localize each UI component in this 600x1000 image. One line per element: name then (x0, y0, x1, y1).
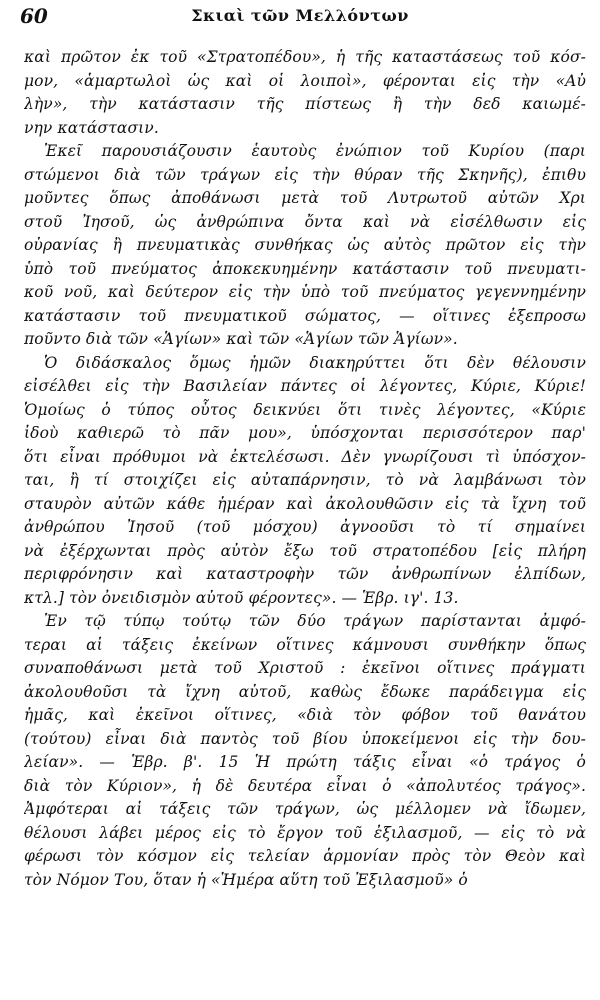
text-line: ὅτι εἶναι πρόθυμοι νὰ ἐκτελέσωσι. Δὲν γνωρίζουσι τὶ ὑπόσχον- (24, 447, 586, 466)
text-line: καὶ πρῶτον ἐκ τοῦ «Στρατοπέδου», ἡ τῆς καταστάσεως τοῦ κόσ- (24, 48, 586, 66)
text-line: τὸν Νόμον Του, ὅταν ἡ «Ἡμέρα αὕτη τοῦ Ἐξιλασμοῦ» ὁ (24, 870, 468, 889)
text-line: φέρωσι τὸν κόσμον εἰς τελείαν ἁρμονίαν πρὸς τὸν Θεὸν καὶ (24, 847, 586, 865)
page-number: 60 (20, 4, 48, 28)
text-line: θέλουσι λάβει μέρος εἰς τὸ ἔργον τοῦ ἐξιλασμοῦ, — εἰς τὸ νὰ (24, 823, 586, 842)
text-line: ἰδοὺ καθιερῶ τὸ πᾶν μου», ὑπόσχονται περισσότερον παρ' (24, 424, 586, 442)
text-line: κατάστασιν τοῦ πνευματικοῦ σώματος, — οἵτινες ἐξεπροσω (24, 306, 586, 325)
text-line: στοῦ Ἰησοῦ, ὡς ἀνθρώπινα ὄντα καὶ νὰ εἰσέλθωσιν εἰς (24, 212, 586, 231)
text-line: λὴν», τὴν κατάστασιν τῆς πίστεως ἢ τὴν δεδ καιωμέ- (24, 95, 586, 113)
text-line: νὰ ἐξέρχωνται πρὸς αὐτὸν ἔξω τοῦ στρατοπέδου [εἰς πλήρη (24, 541, 586, 560)
text-line: σταυρὸν αὐτῶν κάθε ἡμέραν καὶ ἀκολουθῶσιν εἰς τὰ ἴχνη τοῦ (24, 494, 586, 513)
text-line: Ἐκεῖ παρουσιάζουσιν ἑαυτοὺς ἐνώπιον τοῦ Κυρίου (παρι (44, 142, 586, 160)
text-line: ἀκολουθοῦσι τὰ ἴχνη αὐτοῦ, καθὼς ἔδωκε παράδειγμα εἰς (24, 682, 586, 701)
text-line: ὑπὸ τοῦ πνεύματος ἀποκεκυημένην κατάστασιν τοῦ πνευματι- (24, 259, 586, 278)
text-line: τεραι αἱ τάξεις ἐκείνων οἵτινες κάμνουσι συνθήκην ὅπως (24, 635, 586, 654)
text-line: περιφρόνησιν καὶ καταστροφὴν τῶν ἀνθρωπίνων ἐλπίδων, (24, 565, 586, 583)
text-line: ται, ἢ τί στοιχίζει εἰς αὐταπάρνησιν, τὸ νὰ λαμβάνωσι τὸν (24, 471, 586, 489)
text-line: κτλ.] τὸν ὀνειδισμὸν αὐτοῦ φέροντες». — Ἑβρ. ιγ'. 13. (24, 588, 459, 607)
text-line: οὐρανίας ἢ πνευματικὰς συνθήκας ὡς αὐτὸς πρῶτον εἰς τὴν (24, 236, 586, 254)
text-line: μοῦντες ὅπως ἀποθάνωσι μετὰ τοῦ Λυτρωτοῦ αὐτῶν Χρι (24, 189, 586, 207)
text-line: Ἐν τῷ τύπῳ τούτῳ τῶν δύο τράγων παρίστανται ἀμφό- (44, 612, 586, 630)
text-line: ἀνθρώπου Ἰησοῦ (τοῦ μόσχου) ἀγνοοῦσι τὸ τί σημαίνει (24, 518, 586, 536)
running-title: Σκιαὶ τῶν Μελλόντων (191, 6, 409, 25)
text-line: ἡμᾶς, καὶ ἐκεῖνοι οἵτινες, «διὰ τὸν φόβον τοῦ θανάτου (24, 706, 586, 724)
text-line: (τούτου) εἶναι διὰ παντὸς τοῦ βίου ὑποκείμενοι εἰς τὴν δου- (24, 729, 586, 748)
text-line: μον, «ἁμαρτωλοὶ ὡς καὶ οἱ λοιποὶ», φέρονται εἰς τὴν «Αὐ (24, 71, 586, 90)
text-line: διὰ τὸν Κύριον», ἡ δὲ δευτέρα εἶναι ὁ «ἀπολυτέος τράγος». (24, 776, 586, 795)
text-line: Ἀμφότεραι αἱ τάξεις τῶν τράγων, ὡς μέλλομεν νὰ ἴδωμεν, (24, 800, 586, 818)
text-line: λείαν». — Ἑβρ. β'. 15 Ἡ πρώτη τάξις εἶναι «ὁ τράγος ὁ (24, 753, 586, 771)
text-line: κοῦ νοῦ, καὶ δεύτερον εἰς τὴν ὑπὸ τοῦ πνεύματος γεγεννημένην (24, 283, 586, 301)
text-line: συναποθάνωσι μετὰ τοῦ Χριστοῦ : ἐκεῖνοι οἵτινες πράγματι (24, 659, 586, 677)
text-line: Ὁμοίως ὁ τύπος οὗτος δεικνύει ὅτι τινὲς λέγοντες, «Κύριε (24, 400, 586, 419)
text-line: Ὁ διδάσκαλος ὅμως ἡμῶν διακηρύττει ὅτι δὲν θέλουσιν (44, 353, 586, 372)
body-text (24, 46, 586, 892)
page-header (20, 4, 580, 34)
text-line: στώμενοι διὰ τῶν τράγων εἰς τὴν θύραν τῆς Σκηνῆς), ἐπιθυ (24, 165, 586, 184)
text-line: ποῦντο διὰ τῶν «Ἁγίων» καὶ τῶν «Ἁγίων τῶν Ἁγίων». (24, 330, 458, 348)
text-line: νην κατάστασιν. (24, 118, 159, 137)
text-line: εἰσέλθει εἰς τὴν Βασιλείαν πάντες οἱ λέγοντες, Κύριε, Κύριε! (24, 377, 586, 395)
